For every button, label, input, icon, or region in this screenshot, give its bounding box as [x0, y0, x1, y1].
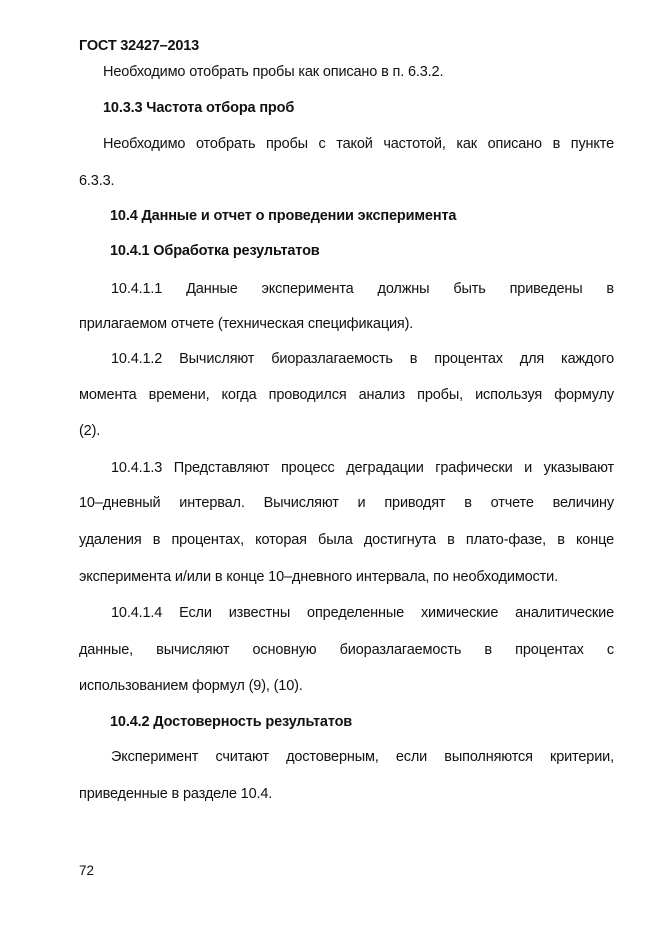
paragraph-line: 10.4.1.3 Представляют процесс деградации графически и указывают: [111, 460, 614, 476]
paragraph-line: прилагаемом отчете (техническая спецификация).: [79, 316, 414, 332]
paragraph-line: Эксперимент считают достоверным, если выполняются критерии,: [111, 749, 614, 765]
paragraph-line: Необходимо отобрать пробы с такой частотой, как описано в пункте: [103, 136, 614, 152]
paragraph-line: 10.4.1.1 Данные эксперимента должны быть приведены в: [111, 281, 614, 297]
paragraph-line: эксперимента и/или в конце 10–дневного интервала, по необходимости.: [79, 569, 558, 585]
paragraph-line: 6.3.3.: [79, 173, 115, 189]
section-heading-10-4-2: 10.4.2 Достоверность результатов: [110, 714, 353, 730]
paragraph-line: использованием формул (9), (10).: [79, 678, 303, 694]
section-heading-10-3-3: 10.3.3 Частота отбора проб: [103, 100, 295, 116]
page-number: 72: [79, 863, 95, 878]
paragraph-line: 10.4.1.2 Вычисляют биоразлагаемость в процентах для каждого: [111, 351, 614, 367]
section-heading-10-4: 10.4 Данные и отчет о проведении эксперимента: [110, 208, 457, 224]
document-header: ГОСТ 32427–2013: [79, 38, 199, 54]
paragraph-line: 10–дневный интервал. Вычисляют и приводят в отчете величину: [79, 495, 614, 511]
paragraph-line: (2).: [79, 423, 101, 439]
paragraph-line: данные, вычисляют основную биоразлагаемость в процентах с: [79, 642, 614, 658]
paragraph-line: приведенные в разделе 10.4.: [79, 786, 273, 802]
paragraph-line: удаления в процентах, которая была достигнута в плато-фазе, в конце: [79, 532, 614, 548]
paragraph-line: 10.4.1.4 Если известны определенные химические аналитические: [111, 605, 614, 621]
paragraph-line: момента времени, когда проводился анализ пробы, используя формулу: [79, 387, 614, 403]
section-heading-10-4-1: 10.4.1 Обработка результатов: [110, 243, 320, 259]
paragraph-line: Необходимо отобрать пробы как описано в п. 6.3.2.: [103, 64, 444, 80]
